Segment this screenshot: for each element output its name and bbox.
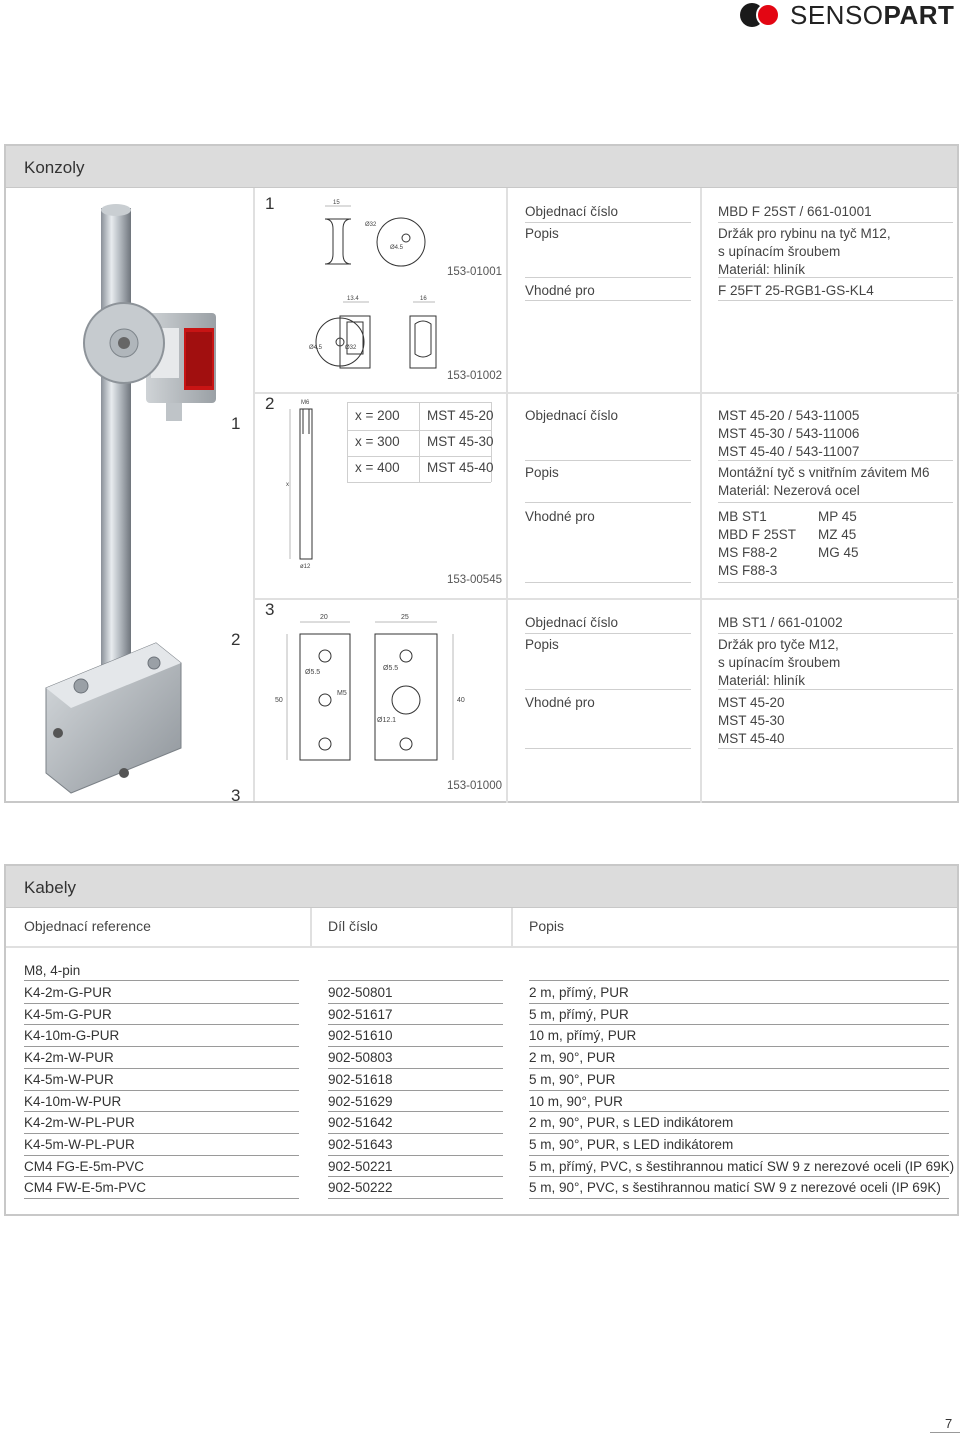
cables-title: Kabely: [6, 866, 957, 908]
cable-order-reference: CM4 FW-E-5m-PVC: [24, 1180, 147, 1196]
cable-description: 10 m, přímý, PUR: [529, 1028, 637, 1044]
label-description: Popis: [525, 637, 559, 652]
cable-order-reference: K4-5m-W-PL-PUR: [24, 1136, 135, 1152]
cable-part-number: 902-50801: [328, 985, 393, 1000]
cable-description: 2 m, 90°, PUR, s LED indikátorem: [529, 1115, 734, 1131]
cable-part-number: 902-50222: [328, 1180, 393, 1196]
logo-circles-icon: [740, 3, 784, 27]
order-number: MBD F 25ST / 661-01001: [718, 204, 872, 219]
suitable-item: MST 45-40: [718, 731, 785, 746]
svg-text:Ø32: Ø32: [365, 222, 377, 228]
cable-part-number: 902-51617: [328, 1006, 393, 1022]
suitable-item: MST 45-30: [718, 713, 785, 728]
cable-order-reference: K4-10m-W-PUR: [24, 1093, 122, 1109]
svg-text:Ø4.5: Ø4.5: [390, 245, 404, 251]
svg-text:20: 20: [320, 614, 328, 621]
variant-code: MST 45-30: [427, 434, 494, 449]
suitable-item: MZ 45: [818, 527, 857, 542]
label-order-number: Objednací číslo: [525, 408, 619, 423]
suitable-item: MS F88-2: [718, 545, 778, 560]
cable-group-heading: M8, 4-pin: [24, 963, 81, 978]
variant-length: x = 400: [355, 460, 400, 475]
sensopart-logo: [740, 2, 954, 28]
cable-description: 5 m, přímý, PVC, s šestihrannou maticí SW 9 z nerezové oceli (IP 69K): [529, 1158, 955, 1174]
svg-text:40: 40: [457, 697, 465, 704]
svg-text:25: 25: [401, 614, 409, 621]
description-line: Držák pro rybinu na tyč M12,: [718, 226, 891, 241]
base-clamp-block: [46, 643, 181, 793]
cable-description: 2 m, 90°, PUR: [529, 1050, 616, 1066]
row-number: 1: [265, 194, 275, 213]
description-line: Materiál: hliník: [718, 262, 806, 277]
order-number: MST 45-40 / 543-11007: [718, 444, 860, 459]
cable-order-reference: K4-10m-G-PUR: [24, 1028, 120, 1044]
cable-description: 5 m, 90°, PVC, s šestihrannou maticí SW 9 z nerezové oceli (IP 69K): [529, 1180, 941, 1196]
description-line: Montážní tyč s vnitřním závitem M6: [718, 465, 930, 480]
cable-order-reference: CM4 FG-E-5m-PVC: [24, 1158, 145, 1174]
cable-part-number: 902-51629: [328, 1093, 393, 1109]
description-line: Materiál: Nezerová ocel: [718, 483, 860, 498]
svg-text:Ø32: Ø32: [345, 345, 357, 351]
description-line: Držák pro tyče M12,: [718, 637, 839, 652]
svg-text:13.4: 13.4: [347, 296, 359, 302]
logo-wordmark: SENSOPART: [790, 0, 955, 30]
description-line: s upínacím šroubem: [718, 655, 841, 670]
cable-description: 5 m, 90°, PUR: [529, 1071, 616, 1087]
svg-text:M6: M6: [301, 400, 310, 406]
sensor-mount-illustration: [6, 188, 255, 801]
bracket-row-1: [255, 188, 959, 394]
bracket-row-3: [255, 600, 959, 803]
cable-order-reference: K4-5m-G-PUR: [24, 1006, 112, 1022]
cable-part-number: 902-51610: [328, 1028, 393, 1044]
suitable-item: MST 45-20: [718, 695, 785, 710]
image-label-3: 3: [231, 786, 241, 805]
svg-text:Ø5.5: Ø5.5: [383, 665, 399, 672]
drawing-code: 153-00545: [447, 574, 502, 586]
variant-length: x = 300: [355, 434, 400, 449]
drawing-code: 153-01002: [447, 370, 502, 382]
svg-text:Ø4.5: Ø4.5: [309, 345, 323, 351]
svg-text:50: 50: [275, 697, 283, 704]
cable-part-number: 902-50803: [328, 1050, 393, 1066]
order-number: MB ST1 / 661-01002: [718, 615, 843, 630]
svg-text:16: 16: [420, 296, 427, 302]
label-description: Popis: [525, 465, 559, 480]
cables-panel: [4, 864, 959, 1216]
suitable-item: MS F88-3: [718, 563, 778, 578]
svg-text:ø12: ø12: [300, 564, 311, 570]
drawing-code: 153-01000: [447, 780, 502, 792]
header-order-reference: Objednací reference: [24, 918, 151, 934]
svg-text:Ø5.5: Ø5.5: [305, 669, 321, 676]
label-suitable-for: Vhodné pro: [525, 695, 595, 710]
image-label-1: 1: [231, 414, 241, 433]
cable-part-number: 902-50221: [328, 1158, 393, 1174]
svg-text:Ø12.1: Ø12.1: [377, 717, 397, 724]
cable-description: 5 m, 90°, PUR, s LED indikátorem: [529, 1136, 734, 1152]
suitable-for-value: F 25FT 25-RGB1-GS-KL4: [718, 283, 874, 298]
technical-drawing-mbst1: [265, 604, 485, 764]
label-order-number: Objednací číslo: [525, 615, 619, 630]
suitable-item: MG 45: [818, 545, 859, 560]
header-part-number: Díl číslo: [328, 918, 378, 934]
variant-code: MST 45-40: [427, 460, 494, 475]
svg-text:M5: M5: [337, 690, 347, 697]
image-label-2: 2: [231, 630, 241, 649]
bracket-product-photo: [6, 188, 255, 805]
order-number: MST 45-20 / 543-11005: [718, 408, 860, 423]
cable-order-reference: K4-5m-W-PUR: [24, 1071, 114, 1087]
cable-part-number: 902-51642: [328, 1115, 393, 1131]
cable-part-number: 902-51618: [328, 1071, 393, 1087]
row-number: 3: [265, 600, 275, 619]
svg-text:x: x: [286, 482, 289, 488]
variant-length: x = 200: [355, 408, 400, 423]
cable-description: 2 m, přímý, PUR: [529, 985, 629, 1000]
cable-order-reference: K4-2m-G-PUR: [24, 985, 112, 1000]
brackets-title: Konzoly: [6, 146, 957, 188]
description-line: Materiál: hliník: [718, 673, 806, 688]
suitable-item: MBD F 25ST: [718, 527, 797, 542]
cable-part-number: 902-51643: [328, 1136, 393, 1152]
drawing-code: 153-01001: [447, 266, 502, 278]
page-number: 7: [945, 1416, 953, 1431]
cable-order-reference: K4-2m-W-PUR: [24, 1050, 114, 1066]
description-line: s upínacím šroubem: [718, 244, 841, 259]
row-number: 2: [265, 394, 275, 413]
label-order-number: Objednací číslo: [525, 204, 619, 219]
cable-description: 10 m, 90°, PUR: [529, 1093, 623, 1109]
suitable-item: MP 45: [818, 509, 857, 524]
technical-drawing-mbd: [295, 194, 445, 379]
header-description: Popis: [529, 918, 565, 934]
cable-order-reference: K4-2m-W-PL-PUR: [24, 1115, 135, 1131]
mounting-rod: [101, 208, 131, 728]
label-suitable-for: Vhodné pro: [525, 509, 595, 524]
cable-description: 5 m, přímý, PUR: [529, 1006, 629, 1022]
technical-drawing-mst: [285, 394, 345, 574]
variant-code: MST 45-20: [427, 408, 494, 423]
svg-text:15: 15: [333, 200, 340, 206]
suitable-item: MB ST1: [718, 509, 767, 524]
brackets-panel: [4, 144, 959, 803]
label-suitable-for: Vhodné pro: [525, 283, 595, 298]
label-description: Popis: [525, 226, 559, 241]
bracket-row-2: [255, 394, 959, 600]
order-number: MST 45-30 / 543-11006: [718, 426, 860, 441]
